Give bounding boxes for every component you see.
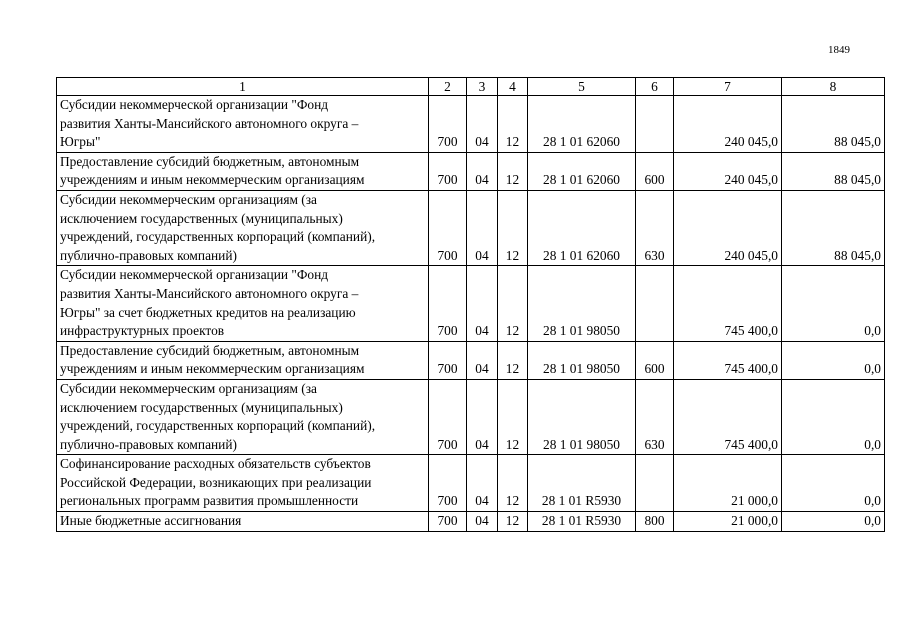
row-amount-1: 21 000,0 xyxy=(674,455,782,512)
row-target-code: 28 1 01 98050 xyxy=(528,341,636,379)
table-row xyxy=(57,341,885,379)
row-amount-2: 88 045,0 xyxy=(782,96,885,153)
row-amount-1: 745 400,0 xyxy=(674,379,782,454)
row-amount-2: 0,0 xyxy=(782,455,885,512)
header-cell-7: 7 xyxy=(674,78,782,96)
row-amount-2: 0,0 xyxy=(782,379,885,454)
row-item-code: 12 xyxy=(498,341,528,379)
row-amount-1: 240 045,0 xyxy=(674,152,782,190)
row-amount-1: 240 045,0 xyxy=(674,190,782,265)
row-subsection-code: 04 xyxy=(467,455,498,512)
row-amount-1: 745 400,0 xyxy=(674,341,782,379)
row-item-code: 12 xyxy=(498,266,528,341)
row-expense-type: 600 xyxy=(636,341,674,379)
row-target-code: 28 1 01 98050 xyxy=(528,266,636,341)
row-subsection-code: 04 xyxy=(467,379,498,454)
header-cell-5: 5 xyxy=(528,78,636,96)
table-row xyxy=(57,266,885,341)
row-subsection-code: 04 xyxy=(467,190,498,265)
header-row xyxy=(57,78,885,96)
page-number: 1849 xyxy=(828,44,850,56)
row-name: Субсидии некоммерческой организации "Фонд развития Ханты-Мансийского автономного округа – Югры" за счет бюджетных кредитов на реализацию инфраструктурных проектов xyxy=(57,266,429,341)
row-amount-1: 21 000,0 xyxy=(674,512,782,532)
row-name: Субсидии некоммерческим организациям (за исключением государственных (муниципальных) учреждений, государственных корпораций (компаний), публично-правовых компаний) xyxy=(57,379,429,454)
row-name: Предоставление субсидий бюджетным, автономным учреждениям и иным некоммерческим организациям xyxy=(57,341,429,379)
row-section-code: 700 xyxy=(429,341,467,379)
row-expense-type xyxy=(636,96,674,153)
header-cell-6: 6 xyxy=(636,78,674,96)
row-subsection-code: 04 xyxy=(467,512,498,532)
row-item-code: 12 xyxy=(498,96,528,153)
header-cell-8: 8 xyxy=(782,78,885,96)
table-row xyxy=(57,96,885,153)
row-expense-type: 600 xyxy=(636,152,674,190)
row-item-code: 12 xyxy=(498,379,528,454)
row-target-code: 28 1 01 62060 xyxy=(528,190,636,265)
row-item-code: 12 xyxy=(498,512,528,532)
row-amount-2: 0,0 xyxy=(782,512,885,532)
table-row xyxy=(57,379,885,454)
header-cell-1: 1 xyxy=(57,78,429,96)
row-name: Предоставление субсидий бюджетным, автономным учреждениям и иным некоммерческим организациям xyxy=(57,152,429,190)
row-target-code: 28 1 01 62060 xyxy=(528,96,636,153)
row-expense-type xyxy=(636,455,674,512)
row-name: Софинансирование расходных обязательств субъектов Российской Федерации, возникающих при реализации региональных программ развития промышленности xyxy=(57,455,429,512)
row-amount-2: 0,0 xyxy=(782,266,885,341)
row-amount-1: 240 045,0 xyxy=(674,96,782,153)
row-section-code: 700 xyxy=(429,455,467,512)
table-row xyxy=(57,152,885,190)
table-row xyxy=(57,190,885,265)
row-subsection-code: 04 xyxy=(467,96,498,153)
row-subsection-code: 04 xyxy=(467,341,498,379)
row-target-code: 28 1 01 62060 xyxy=(528,152,636,190)
row-subsection-code: 04 xyxy=(467,266,498,341)
row-item-code: 12 xyxy=(498,152,528,190)
row-name: Субсидии некоммерческим организациям (за исключением государственных (муниципальных) учреждений, государственных корпораций (компаний), публично-правовых компаний) xyxy=(57,190,429,265)
row-section-code: 700 xyxy=(429,96,467,153)
row-section-code: 700 xyxy=(429,190,467,265)
row-target-code: 28 1 01 R5930 xyxy=(528,455,636,512)
row-expense-type: 800 xyxy=(636,512,674,532)
row-section-code: 700 xyxy=(429,266,467,341)
row-amount-2: 0,0 xyxy=(782,341,885,379)
header-cell-3: 3 xyxy=(467,78,498,96)
row-expense-type: 630 xyxy=(636,379,674,454)
row-section-code: 700 xyxy=(429,512,467,532)
table-row xyxy=(57,512,885,532)
row-name: Иные бюджетные ассигнования xyxy=(57,512,429,532)
row-section-code: 700 xyxy=(429,379,467,454)
row-item-code: 12 xyxy=(498,455,528,512)
row-amount-1: 745 400,0 xyxy=(674,266,782,341)
row-amount-2: 88 045,0 xyxy=(782,190,885,265)
row-expense-type xyxy=(636,266,674,341)
row-amount-2: 88 045,0 xyxy=(782,152,885,190)
row-subsection-code: 04 xyxy=(467,152,498,190)
row-item-code: 12 xyxy=(498,190,528,265)
row-expense-type: 630 xyxy=(636,190,674,265)
table-row xyxy=(57,455,885,512)
row-section-code: 700 xyxy=(429,152,467,190)
row-target-code: 28 1 01 R5930 xyxy=(528,512,636,532)
row-target-code: 28 1 01 98050 xyxy=(528,379,636,454)
budget-table xyxy=(56,77,885,532)
header-cell-2: 2 xyxy=(429,78,467,96)
header-cell-4: 4 xyxy=(498,78,528,96)
row-name: Субсидии некоммерческой организации "Фонд развития Ханты-Мансийского автономного округа – Югры" xyxy=(57,96,429,153)
